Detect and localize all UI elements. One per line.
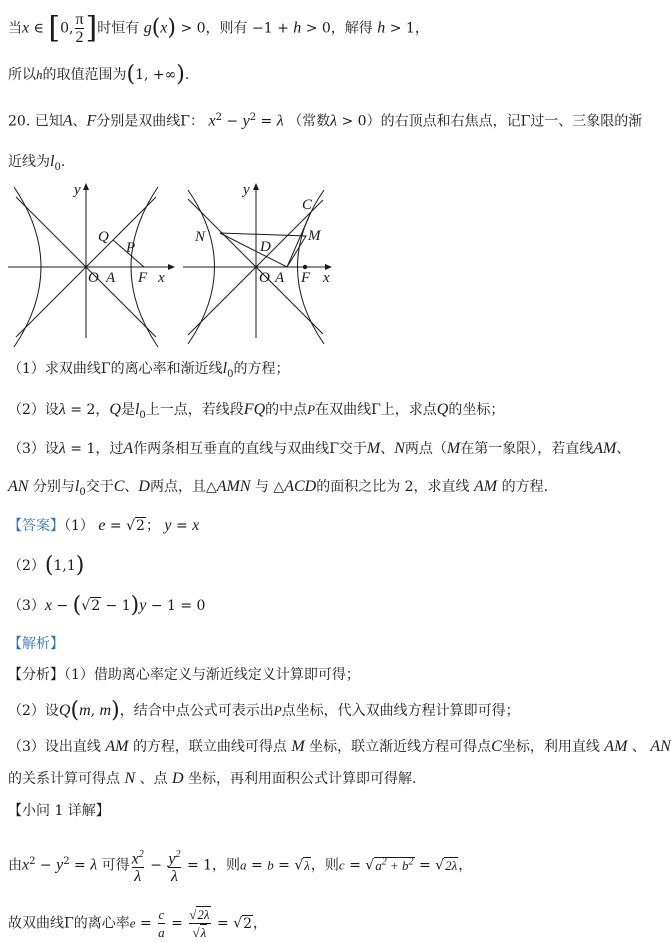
label-M: M xyxy=(308,228,321,244)
point-F xyxy=(303,265,307,269)
answer-tag: 【答案】 xyxy=(8,518,64,534)
analysis-line-4: 的关系计算可得点 N 、点 D 坐标，再利用面积公式计算即可得解. xyxy=(8,770,417,787)
label-F: F xyxy=(138,270,148,286)
question-3: （3）设λ = 1，过A作两条相互垂直的直线与双曲线Γ交于M、N两点（M在第一象限），若直线AM、 xyxy=(8,440,631,457)
label-F: F xyxy=(301,270,311,286)
label-Q: Q xyxy=(98,229,109,245)
prev-line-1: 当x ∈ [0, $\frac{\pi}{2}$ ]时恒有 g(x) > 0，则有 −1 + h > 0，解得 h > 1， xyxy=(8,10,429,46)
label-A: A xyxy=(106,270,116,286)
label-D: D xyxy=(260,239,271,255)
analysis-line-2: （2）设Q(m, m)，结合中点公式可表示出P点坐标，代入双曲线方程计算即可得； xyxy=(8,698,520,723)
answer-line-3: （3）x − (√2 − 1)y − 1 = 0 xyxy=(8,593,206,618)
label-P: P xyxy=(126,240,136,256)
question-2: （2）设λ = 2，Q是$l_0$上一点，若线段FQ的中点P在双曲线Γ上，求点Q的坐标； xyxy=(8,401,505,421)
analysis-tag: 【解析】 xyxy=(8,636,64,652)
label-O: O xyxy=(88,270,99,286)
detail-line-1: 由$x^2 - y^2 = \lambda$ 可得 $\frac{x^2}{\lambda}$ − $\frac{y^2}{\lambda}$ = 1，则a = b = √λ，则$c = √a^2 + b^2 = √2\lambda$， xyxy=(8,849,473,886)
figure-right xyxy=(183,178,343,343)
label-A: A xyxy=(275,270,285,286)
figure-left xyxy=(8,178,180,343)
label-N: N xyxy=(195,229,206,245)
label-x: x xyxy=(158,270,165,286)
question-3-cont: AN 分别与$l_0$交于C、D两点，且△AMN 与 △ACD的面积之比为 2，求直线 AM 的方程. xyxy=(8,478,549,498)
question-1: （1）求双曲线Γ的离心率和渐近线$l_0$的方程； xyxy=(8,360,290,380)
label-x: x xyxy=(323,270,330,286)
label-y: y xyxy=(74,182,81,198)
analysis-line-3: （3）设出直线 AM 的方程，联立曲线可得点 M 坐标，联立渐近线方程可得点C坐标，利用直线 AM 、 AN xyxy=(8,738,671,755)
answer-line-1: 【答案】（1） e = √2； y = x xyxy=(8,517,200,534)
label-C: C xyxy=(302,197,313,213)
problem-line-2: 近线为$l_0$. xyxy=(8,153,66,173)
label-O: O xyxy=(259,270,270,286)
sub-question-1-tag: 【小问 1 详解】 xyxy=(8,803,110,819)
analysis-line-1: 【分析】（1）借助离心率定义与渐近线定义计算即可得； xyxy=(8,667,360,683)
label-y: y xyxy=(243,182,250,198)
prev-line-2: 所以h的取值范围为(1, +∞). xyxy=(8,62,190,87)
answer-line-2: （2）(1,1) xyxy=(8,553,85,578)
problem-line-1: 20. 已知A、F分别是双曲线Γ： $x^2 - y^2 = \lambda$ （常数λ > 0）的右顶点和右焦点，记Γ过一、三象限的渐 xyxy=(8,112,643,130)
detail-line-2: 故双曲线Γ的离心率e = $\frac{c}{a}$ = $\frac{√2\lambda}{√\lambda}$ = √2， xyxy=(8,907,268,940)
